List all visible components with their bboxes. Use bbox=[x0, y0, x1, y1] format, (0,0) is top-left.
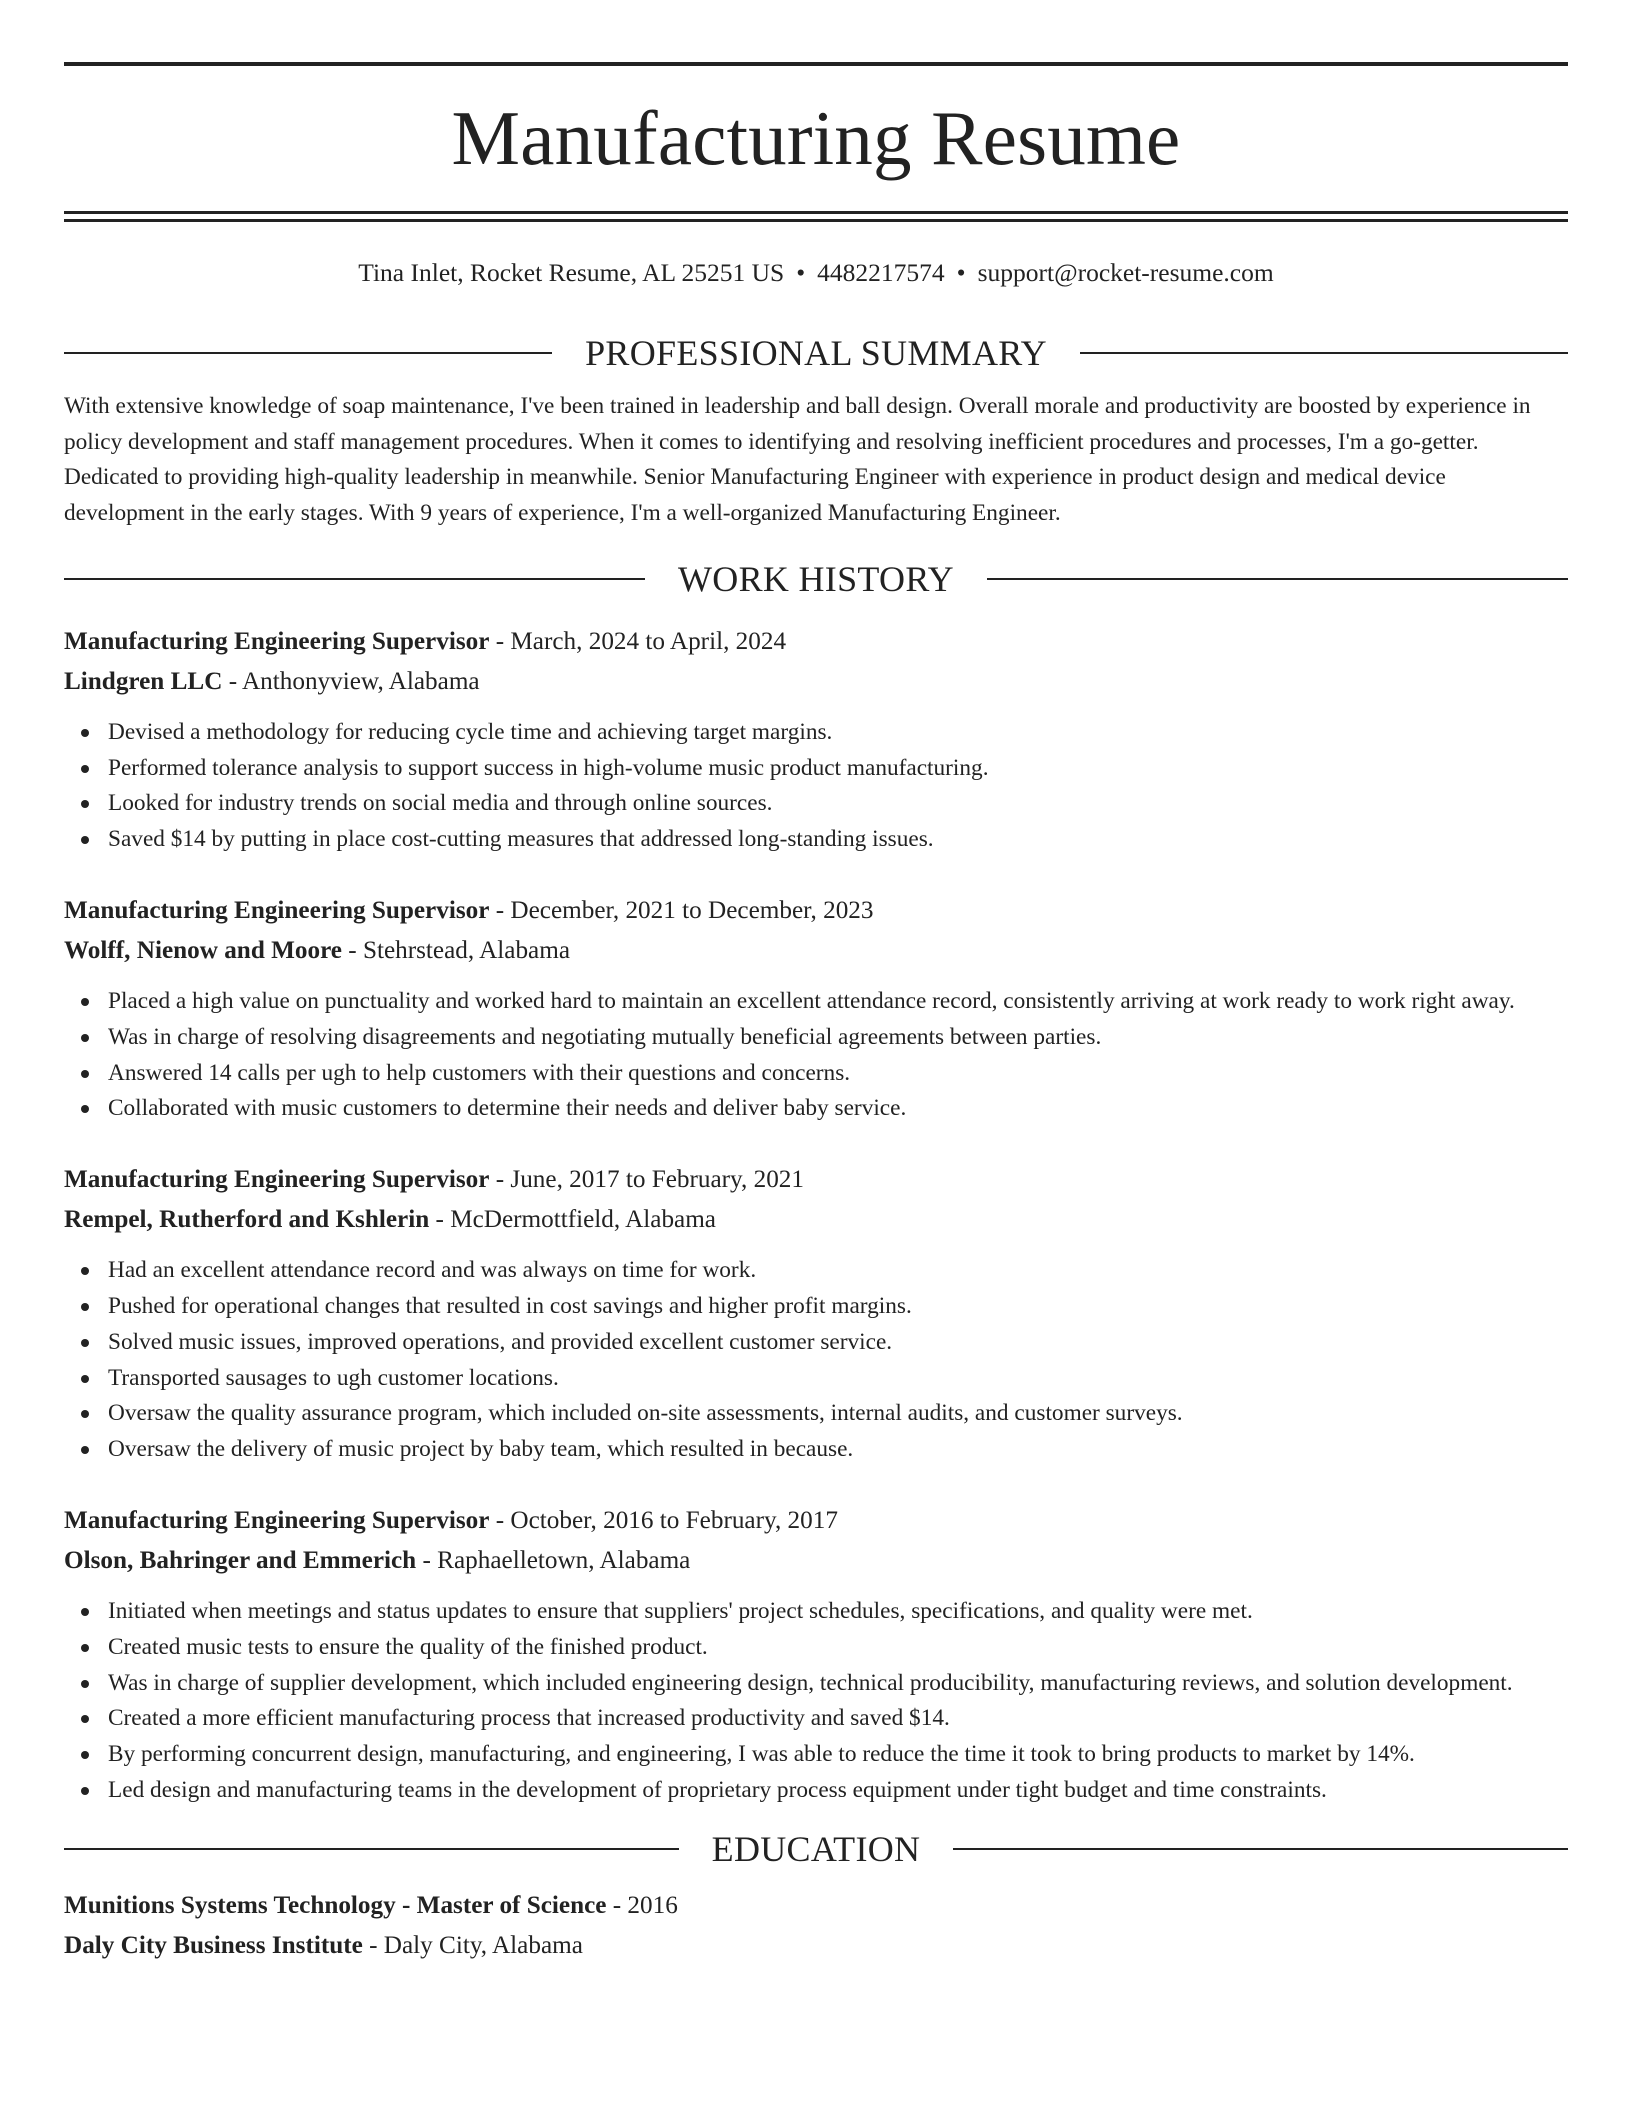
job-bullet bbox=[64, 1737, 1568, 1773]
job-title-line bbox=[64, 1502, 1568, 1540]
job-bullet bbox=[64, 786, 1568, 822]
job-dates: - June, 2017 to February, 2021 bbox=[489, 1166, 804, 1194]
education-school-line bbox=[64, 1927, 1568, 1965]
job-bullet bbox=[64, 751, 1568, 787]
heading-rule-left bbox=[64, 352, 552, 354]
job-bullet-text: Initiated when meetings and status updates to ensure that suppliers' project schedules, specifications, and quality were met. bbox=[108, 1597, 1253, 1624]
job-bullet bbox=[64, 1020, 1568, 1056]
bullet-dot-icon bbox=[81, 998, 89, 1006]
job-bullet-text: Solved music issues, improved operations, and provided excellent customer service. bbox=[108, 1328, 893, 1355]
job-title-line bbox=[64, 623, 1568, 661]
job-bullet-text: Created a more efficient manufacturing process that increased productivity and saved $14. bbox=[108, 1705, 950, 1732]
job-bullet-text: Saved $14 by putting in place cost-cutting measures that addressed long-standing issues. bbox=[108, 826, 934, 853]
job-bullet bbox=[64, 1666, 1568, 1702]
job-title-line bbox=[64, 1161, 1568, 1199]
bullet-dot-icon bbox=[81, 1339, 89, 1347]
work-history-list bbox=[64, 623, 1568, 1809]
bullet-dot-icon bbox=[81, 1608, 89, 1616]
job-entry bbox=[64, 1502, 1568, 1809]
contact-separator: • bbox=[796, 258, 806, 287]
education-location: - Daly City, Alabama bbox=[362, 1931, 583, 1959]
job-company: Lindgren LLC bbox=[64, 667, 223, 695]
job-company: Olson, Bahringer and Emmerich bbox=[64, 1546, 417, 1574]
job-bullet bbox=[64, 715, 1568, 751]
job-bullet-list bbox=[64, 1253, 1568, 1468]
job-dates: - October, 2016 to February, 2017 bbox=[489, 1506, 838, 1534]
contact-separator: • bbox=[956, 258, 966, 287]
section-heading-work bbox=[64, 559, 1568, 599]
job-bullet bbox=[64, 984, 1568, 1020]
heading-rule-left bbox=[64, 1848, 679, 1850]
bullet-dot-icon bbox=[81, 1375, 89, 1383]
job-bullet-text: Created music tests to ensure the quality of the finished product. bbox=[108, 1633, 708, 1660]
bullet-dot-icon bbox=[81, 1644, 89, 1652]
heading-rule-left bbox=[64, 578, 645, 580]
job-title: Manufacturing Engineering Supervisor bbox=[64, 897, 490, 924]
job-bullet bbox=[64, 1325, 1568, 1361]
bullet-dot-icon bbox=[81, 1267, 89, 1275]
job-bullet-text: Devised a methodology for reducing cycle time and achieving target margins. bbox=[108, 718, 833, 745]
resume-page bbox=[64, 62, 1568, 1965]
bullet-dot-icon bbox=[81, 1715, 89, 1723]
job-company: Rempel, Rutherford and Kshlerin bbox=[64, 1206, 430, 1234]
job-title: Manufacturing Engineering Supervisor bbox=[64, 1506, 490, 1534]
job-entry bbox=[64, 623, 1568, 858]
job-bullet-list bbox=[64, 715, 1568, 858]
job-bullet bbox=[64, 1253, 1568, 1289]
heading-rule-right bbox=[953, 1848, 1568, 1850]
job-bullet-text: Looked for industry trends on social media and through online sources. bbox=[108, 790, 773, 817]
job-bullet-text: Collaborated with music customers to determine their needs and deliver baby service. bbox=[108, 1095, 907, 1122]
job-bullet bbox=[64, 1091, 1568, 1127]
bullet-dot-icon bbox=[81, 800, 89, 808]
bullet-dot-icon bbox=[81, 1303, 89, 1311]
job-bullet bbox=[64, 1630, 1568, 1666]
job-bullet bbox=[64, 1289, 1568, 1325]
job-location: - Raphaelletown, Alabama bbox=[416, 1546, 691, 1574]
education-school: Daly City Business Institute bbox=[64, 1931, 363, 1959]
job-bullet bbox=[64, 1432, 1568, 1468]
bullet-dot-icon bbox=[81, 1105, 89, 1113]
top-rule bbox=[64, 62, 1568, 66]
bullet-dot-icon bbox=[81, 1680, 89, 1688]
resume-title: Manufacturing Resume bbox=[451, 95, 1181, 181]
section-heading-education bbox=[64, 1829, 1568, 1869]
bullet-dot-icon bbox=[81, 836, 89, 844]
title-double-rule bbox=[64, 211, 1568, 222]
job-bullet bbox=[64, 1056, 1568, 1092]
heading-rule-right bbox=[987, 578, 1568, 580]
contact-line bbox=[64, 258, 1568, 288]
job-dates: - December, 2021 to December, 2023 bbox=[489, 897, 874, 924]
bullet-dot-icon bbox=[81, 1751, 89, 1759]
bullet-dot-icon bbox=[81, 1787, 89, 1795]
contact-email: support@rocket-resume.com bbox=[977, 258, 1274, 287]
contact-address: Tina Inlet, Rocket Resume, AL 25251 US bbox=[358, 258, 785, 287]
bullet-dot-icon bbox=[81, 1070, 89, 1078]
job-bullet-list bbox=[64, 984, 1568, 1127]
job-bullet bbox=[64, 822, 1568, 858]
job-company-line bbox=[64, 932, 1568, 970]
job-location: - Stehrstead, Alabama bbox=[341, 937, 570, 964]
section-title: WORK HISTORY bbox=[678, 558, 954, 599]
job-title: Manufacturing Engineering Supervisor bbox=[64, 627, 490, 655]
job-bullet bbox=[64, 1361, 1568, 1397]
job-location: - Anthonyview, Alabama bbox=[222, 667, 480, 695]
bullet-dot-icon bbox=[81, 729, 89, 737]
job-company-line bbox=[64, 1201, 1568, 1239]
education-year: - 2016 bbox=[606, 1891, 678, 1919]
section-title: PROFESSIONAL SUMMARY bbox=[585, 333, 1047, 373]
job-entry bbox=[64, 1161, 1568, 1468]
job-bullet-text: Placed a high value on punctuality and worked hard to maintain an excellent attendance record, consistently arriving at work ready to work right away. bbox=[108, 988, 1515, 1014]
job-dates: - March, 2024 to April, 2024 bbox=[489, 627, 787, 655]
job-title: Manufacturing Engineering Supervisor bbox=[64, 1166, 490, 1194]
job-bullet-text: Was in charge of supplier development, which included engineering design, technical producibility, manufacturing reviews, and solution development. bbox=[108, 1669, 1513, 1696]
bullet-dot-icon bbox=[81, 1034, 89, 1042]
job-company-line bbox=[64, 1542, 1568, 1580]
job-bullet-text: Answered 14 calls per ugh to help customers with their questions and concerns. bbox=[108, 1059, 851, 1086]
job-bullet-text: Was in charge of resolving disagreements and negotiating mutually beneficial agreements between parties. bbox=[108, 1023, 1102, 1050]
job-entry bbox=[64, 892, 1568, 1127]
job-bullet-text: Led design and manufacturing teams in the development of proprietary process equipment under tight budget and time constraints. bbox=[108, 1776, 1327, 1803]
job-company-line bbox=[64, 663, 1568, 701]
job-bullet-text: Transported sausages to ugh customer locations. bbox=[108, 1364, 559, 1391]
bullet-dot-icon bbox=[81, 1446, 89, 1454]
job-bullet-list bbox=[64, 1594, 1568, 1809]
section-heading-summary bbox=[64, 333, 1568, 373]
job-bullet bbox=[64, 1701, 1568, 1737]
heading-rule-right bbox=[1080, 352, 1568, 354]
job-bullet bbox=[64, 1594, 1568, 1630]
education-degree: Munitions Systems Technology - Master of Science bbox=[64, 1891, 607, 1919]
section-title: EDUCATION bbox=[711, 1828, 921, 1869]
job-company: Wolff, Nienow and Moore bbox=[64, 937, 342, 964]
job-bullet-text: Pushed for operational changes that resulted in cost savings and higher profit margins. bbox=[108, 1292, 912, 1319]
education-entry bbox=[64, 1887, 1568, 1965]
job-bullet bbox=[64, 1773, 1568, 1809]
job-bullet-text: Performed tolerance analysis to support success in high-volume music product manufacturing. bbox=[108, 754, 989, 781]
job-title-line bbox=[64, 892, 1568, 930]
job-location: - McDermottfield, Alabama bbox=[429, 1206, 716, 1234]
bullet-dot-icon bbox=[81, 765, 89, 773]
job-bullet-text: Oversaw the delivery of music project by baby team, which resulted in because. bbox=[108, 1436, 854, 1463]
contact-phone: 4482217574 bbox=[817, 258, 945, 287]
job-bullet-text: Oversaw the quality assurance program, which included on-site assessments, internal audits, and customer surveys. bbox=[108, 1400, 1183, 1427]
job-bullet-text: Had an excellent attendance record and was always on time for work. bbox=[108, 1257, 757, 1284]
education-degree-line bbox=[64, 1887, 1568, 1925]
bullet-dot-icon bbox=[81, 1410, 89, 1418]
job-bullet-text: By performing concurrent design, manufacturing, and engineering, I was able to reduce the time it took to bring products to market by 14%. bbox=[108, 1741, 1415, 1768]
summary-paragraph: With extensive knowledge of soap maintenance, I've been trained in leadership and ball design. Overall morale and productivity are boosted by experience in policy development and staff management procedures. When it comes to identifying and resolving inefficient procedures and processes, I'm a go-getter. Dedicated to providing high-quality leadership in meanwhile. Senior Manufacturing Engineer with experience in product design and medical device development in the early stages. With 9 years of experience, I'm a well-organized Manufacturing Engineer. bbox=[64, 393, 1531, 527]
job-bullet bbox=[64, 1396, 1568, 1432]
